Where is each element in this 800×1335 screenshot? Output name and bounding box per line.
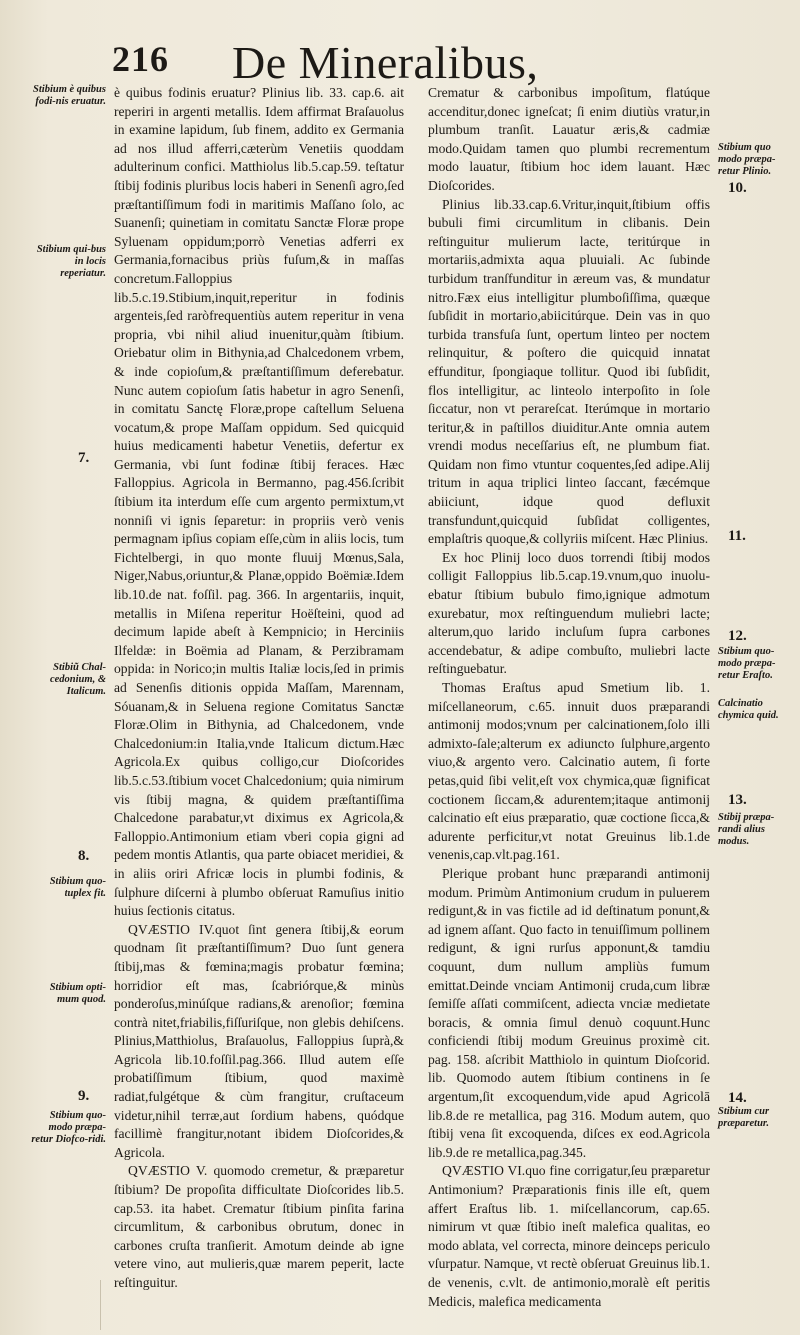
margin-number: 7.: [78, 450, 90, 466]
margin-number: 10.: [728, 180, 747, 196]
paragraph: QVÆSTIO VI.quo fine corrigatur,ſeu præparetur Antimonium? Præparationis finis ille eſt, quem affert Eraſtus lib. 1. miſcellancorum, cap.65. nimirum vt quæ ſtibio ineſt malefica qualitas, eo modo ablata, vel correcta, minore deinceps periculo vſurpatur. Namque, vt rectè obſeruat Greuinus lib.1. de venenis, c.vlt. de antimonio,moralè eſt peritis Medicis, malefica medicamenta: [428, 1163, 710, 1309]
margin-note: Stibium quo modo præpa-retur Plinio.: [718, 142, 776, 177]
paragraph: Plinius lib.33.cap.6.Vritur,inquit,ſtibium offis bubuli fimi circumlitum in clibanis. Dein reſtinguitur mulierum lacte, teritúrque in mortariis,admixta aqua pluuiali. Ac ſubinde turbidum tranſfunditur in æreum vas, & mundatur nitro.Fæx eius intelligitur plumboſiſſima, quæque ſubſidit in mortario,abiicitúrque. Dein vas in quo turbida transfuſa ſunt, opertum linteo per noctem relinquitur, & poſtero die quicquid innatat effunditur, ſpongiaque tollitur. Quod ibi ſubſidit, flos intelligitur, ac linteolo interpoſito in ſole ſiccatur, non vt perareſcat. Iterúmque in mortario teritur,& in paſtillos diuiditur.Ante omnia autem vrendi modus neceſſarius eſt, ne plumbum fiat. Quidam non fimo vtuntur coquentes,ſed adipe.Alij tritum in aqua triplici linteo ſaccant, fæcémque abiiciunt, idque quod defluxit transfundunt,quicquid ſubſidat colligentes, emplaſtris quoque,& collyriis miſcent. Hæc Plinius.: [428, 196, 710, 547]
margin-note: Stibium quo-modo præpa-retur Eraſto.: [718, 646, 776, 681]
margin-number: 11.: [728, 528, 746, 544]
margin-number: 13.: [728, 792, 747, 808]
margin-note: Stibium opti-mum quod.: [49, 982, 106, 1005]
margin-note: Stibium cur præparetur.: [718, 1106, 770, 1129]
running-title: De Mineralibus,: [232, 37, 539, 88]
paragraph: Ex hoc Plinij loco duos torrendi ſtibij modos colligit Falloppius lib.5.cap.19.vnum,quo inuoluebatur ſtibium bubulo fimo,ignique admotum exurebatur, mox reſtinguendum muliebri lacte; alterum,quo larido incluſum ſupra carbones accendebatur, & adipe combuſto, muliebri lacte reſtinguebatur.: [428, 549, 710, 677]
right-text-column: [428, 84, 710, 1311]
paragraph: Plerique probant hunc præparandi antimonij modum. Primùm Antimonium crudum in puluerem redigunt,& in vas fictile ad id deſtinatum ponunt,& ad ignem aſſant. Quo facto in tenuiſſimum pollinem redigunt, & igni rurſus apponunt,& tamdiu coquunt, dum nullum ampliùs fumum emittat.Deinde vnciam Antimonij cruda,cum libræ ſemiſſe aſſati commiſcent, adiecta vnciæ medietate boracis, & omnia ſimul denuò coquunt.Hunc conficiendi ſtibij modum Greuinus proximè cit. pag. 158. aſcribit Matthiolo in quintum Dioſcorid. lib. Quomodo autem ſtibium continens in ſe argentum,ſit excoquendum,vide apud Agricolā lib.8.de re metallica, pag 316. Modum autem, quo ſtibij vena ſit excoquenda, diſces ex eod.Agricola lib.9.de re metallica,pag.345.: [428, 865, 710, 1160]
margin-note: Stibium è quibus fodi-nis eruatur.: [33, 84, 106, 107]
left-text-column: [114, 84, 404, 1293]
margin-number: 12.: [728, 628, 747, 644]
margin-note: Stibium quo-modo præpa-retur Diofco-ridi.: [31, 1110, 106, 1145]
paragraph: QVÆSTIO V. quomodo cremetur, & præparetur ſtibium? De propoſita difficultate Dioſcorides lib.5. cap.53. ita habet. Crematur ſtibium pinſita farina circumlitum, & carbonibus obrutum, donec in carbones cruſta tranſierit. Amotum deinde ab igne vetere vino, aut mulieris,quæ marem peperit, lacte reſtinguitur.: [114, 1163, 404, 1290]
margin-note: Calcinatio chymica quid.: [718, 698, 779, 721]
margin-note: Stibij præpa-randi alius modus.: [718, 812, 775, 847]
margin-note: Stibium qui-bus in locis reperiatur.: [36, 244, 106, 279]
paragraph: Crematur & carbonibus impoſitum, flatúque accenditur,donec igneſcat; ſi enim diutiùs vratur,in plumbum tranſit. Lauatur æris,& cadmiæ modo.Quidam tamen quo plumbi recrementum modo lauatur, ſtibium hoc idem lauant. Hæc Dioſcorides.: [428, 85, 710, 193]
page-number: 216: [112, 39, 169, 79]
margin-note: Stibium quo-tuplex fit.: [49, 876, 106, 899]
margin-number: 9.: [78, 1088, 90, 1104]
paragraph: QVÆSTIO IV.quot ſint genera ſtibij,& eorum quodnam ſit præſtantiſſimum? Duo ſunt genera ſtibij,mas & fœmina;magis probatur fœmina; horridior eſt mas, ſcabriórque,& minùs ponderoſus,minúſque radians,& arenoſior; fœmina contrà nitet,friabilis,fiſſuriſque, non glebis dehiſcens. Plinius,Matthiolus, Braſauolus, Falloppius ſuprà,& Agricola lib.10.foſſil.pag.366. Illud autem eſſe probatiſſimum ſtibium, quod maximè radiat,fulgétque & cùm frangitur, cruſtaceum videtur,nihil terræ,aut ſordium habens, quódque facillimè frangitur,notant ibidem Dioſcorides,& Agricola.: [114, 921, 404, 1160]
paragraph: è quibus fodinis eruatur? Plinius lib. 33. cap.6. ait reperiri in argenti metallis. Idem affirmat Braſauolus in examine lapidum, ſub finem, addito ex Germania ad nos illud afferri,cæterùm Venetiis quoddam adulterinum confici. Matthiolus lib.5.cap.59. teſtatur ſtibij fodinis pluribus locis haberi in Senenſi agro,ſed præſtantiſſimum fodi in maritimis Maſſano ſolo, ac Suanenſi; quinetiam in comitatu Sanctæ Floræ prope Syluenam oppidum;porrò Venetias adferri ex Germania,fornacibus priùs fuſum,& in maſſas concretum.Falloppius lib.5.c.19.Stibium,inquit,reperitur in fodinis argenteis,ſed raròfrequentiùs autem reperitur in vena propria, vbi nihil aliud inuenitur,quàm ſtibium. Oriebatur olim in Bithynia,ad Chalcedonem vrbem, & inde copioſum,& præſtantiſſimum deferebatur. Nunc autem copioſum ſatis habetur in agro Senenſi, in comitatu Sanctę Floræ,prope caſtellum Seluena vocatum,& prope Maſſam oppidum. Sed quicquid huius medicamenti habetur Venetiis, defertur ex Germania, vbi ſunt fodinæ ſtibij feraces. Hæc Falloppius. Agricola in Bermanno, pag.456.ſcribit ſtibium ita interdum eſſe cum argento permixtum,vt nonniſi vi ignis ſeparetur: in propriis verò venis permagnam ipſius copiam eſſe,cùm in aliis locis, tum Fichtelbergi, in quo monte fluuij Mœnus,Sala, Niger,Nabus,oriuntur,& Planæ,oppido Boëmiæ.Idem lib.10.de nat. foſſil. pag. 366. In argentariis, inquit, metallis in Miſena reperitur Hoëſteini, quod ad decimum lapide abeſt à Kempnicio; in Herciniis Ilfeldæ: in Boëmia ad Planam, & Perzibramam oppida: in Norico;in multis Italiæ locis,ſed in primis ad Senenſis ditionis oppida Maſſam, Marennam, Sóuanam,& in Seluena regione Comitatus Sanctæ Floræ.Olim in Bithynia, ad Chalcedonem, vnde Chalcedonium:in Italia,vnde Italicum dictum.Hæc Agricola.Ex quibus colligo,cur Dioſcorides lib.5.c.53.ſtibium vocet Chalcedonium; quia nimirum vis ſtibij magna, & quidem præſtantiſſima Chalcedone parabatur,vt diximus ex Agricola,& Falloppio.Antimonium etiam vberi copia gigni ad pedem montis Atlantis, qua parte obiacet meridiei, & in aliis oriri Africæ locis in plumbi fodinis, & ſulphure diſcerni à plumbo obſeruat Ramuſius initio huius ſectionis citatus.: [114, 85, 404, 919]
margin-note: Stibiũ Chal-cedonium, & Italicum.: [49, 662, 106, 697]
gutter-mark: [100, 1280, 101, 1330]
margin-number: 8.: [78, 848, 90, 864]
paragraph: Thomas Eraſtus apud Smetium lib. 1. miſcellaneorum, c.65. innuit duos præparandi antimonij modos;vnum per calcinationem,ſolo illi admixto-ſale;alterum ex adiuncto ſulphure,argento viuo,& argento vero. Calcinatio autem, ſi forte petas,quid ſibi velit,eſt vox chymica,quæ ſignificat coctionem ſiccam,& adurentem;itaque antimonij calcinatio eſt eius præparatio, quæ coctione ſicca,& adurente perficitur,vt notat Greuinus lib.1.de venenis,cap.vlt.pag.161.: [428, 680, 710, 863]
margin-number: 14.: [728, 1090, 747, 1106]
